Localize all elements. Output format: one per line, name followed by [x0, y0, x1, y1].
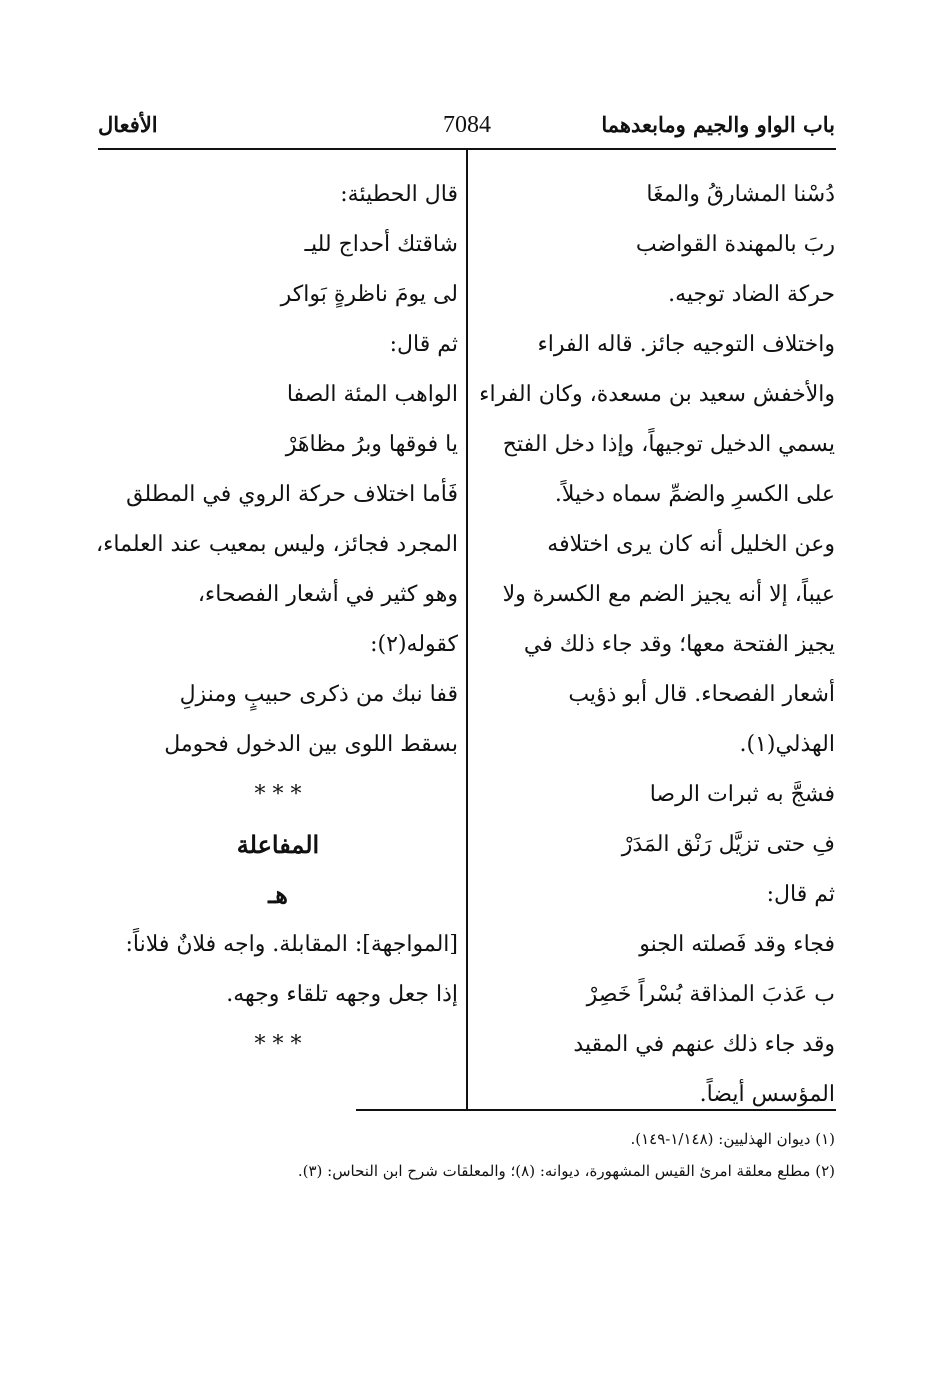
page-number: 7084 — [443, 112, 491, 138]
text-line: حركة الضاد توجيه. — [668, 282, 835, 307]
text-line: ثم قال: — [766, 882, 835, 907]
text-line: يسمي الدخيل توجيهاً، وإذا دخل الفتح — [502, 432, 835, 457]
text-line: فشجَّ به ثبرات الرصا — [649, 782, 835, 807]
text-line: كقوله(٢): — [370, 632, 458, 657]
text-line: المؤسس أيضاً. — [699, 1082, 835, 1107]
text-line: فَأما اختلاف حركة الروي في المطلق — [126, 482, 458, 507]
text-line: قفا نبك من ذكرى حبيبٍ ومنزلِ — [179, 682, 458, 707]
text-line: وقد جاء ذلك عنهم في المقيد — [573, 1032, 835, 1057]
text-line: ثم قال: — [389, 332, 458, 357]
text-line: فجاء وقد فَصلته الجنو — [639, 932, 835, 957]
left-column — [95, 170, 458, 1070]
section-letter: هـ — [268, 880, 288, 909]
footnote-rule — [356, 1109, 836, 1111]
text-line: قال الحطيئة: — [340, 182, 458, 207]
text-line: لى يومَ ناظرةٍ بَواكر — [280, 282, 458, 307]
text-line: على الكسرِ والضمِّ سماه دخيلاً. — [554, 482, 835, 507]
entry-definition: إذا جعل وجهه تلقاء وجهه. — [226, 982, 458, 1007]
footnote: (١) ديوان الهذليين: (١/١٤٨-١٤٩). — [630, 1130, 835, 1148]
text-line: يجيز الفتحة معها؛ وقد جاء ذلك في — [523, 632, 835, 657]
text-line: ب عَذبَ المذاقة بُسْراً خَصِرْ — [586, 982, 835, 1007]
section-heading: المفاعلة — [236, 830, 320, 859]
entry-definition: [المواجهة]: المقابلة. واجه فلانٌ فلاناً: — [125, 932, 458, 957]
text-line: بسقط اللوى بين الدخول فحومل — [164, 732, 458, 757]
running-head-chapter: باب الواو والجيم ومابعدهما — [601, 112, 835, 137]
text-line: شاقتك أحداج لليـ — [304, 232, 458, 257]
text-line: يا فوقها وبرُ مظاهَرْ — [285, 432, 458, 457]
text-line: أشعار الفصحاء. قال أبو ذؤيب — [568, 682, 835, 707]
text-line: والأخفش سعيد بن مسعدة، وكان الفراء — [479, 382, 835, 407]
text-line: الواهب المئة الصفا — [286, 382, 458, 407]
text-line: عيباً، إلا أنه يجيز الضم مع الكسرة ولا — [502, 582, 835, 607]
footnote: (٢) مطلع معلقة امرئ القيس المشهورة، ديوانه: (٨)؛ والمعلقات شرح ابن النحاس: (٣). — [297, 1162, 835, 1180]
right-column — [480, 170, 835, 1120]
text-line: وهو كثير في أشعار الفصحاء، — [197, 582, 458, 607]
text-line: وعن الخليل أنه كان يرى اختلافه — [547, 532, 835, 557]
text-line: فِ حتى تزيَّل رَنْق المَدَرْ — [621, 832, 835, 857]
column-divider — [466, 150, 468, 1110]
text-line: المجرد فجائز، وليس بمعيب عند العلماء، — [95, 532, 458, 557]
running-head-section: الأفعال — [98, 112, 158, 137]
text-line: ربَ بالمهندة القواضب — [635, 232, 835, 257]
text-line: واختلاف التوجيه جائز. قاله الفراء — [537, 332, 835, 357]
section-separator-stars: * * * — [254, 782, 302, 807]
text-line: الهذلي(١). — [739, 732, 835, 757]
section-separator-stars: * * * — [254, 1032, 302, 1057]
text-line: دُسْنا المشارقُ والمغَا — [646, 182, 835, 207]
